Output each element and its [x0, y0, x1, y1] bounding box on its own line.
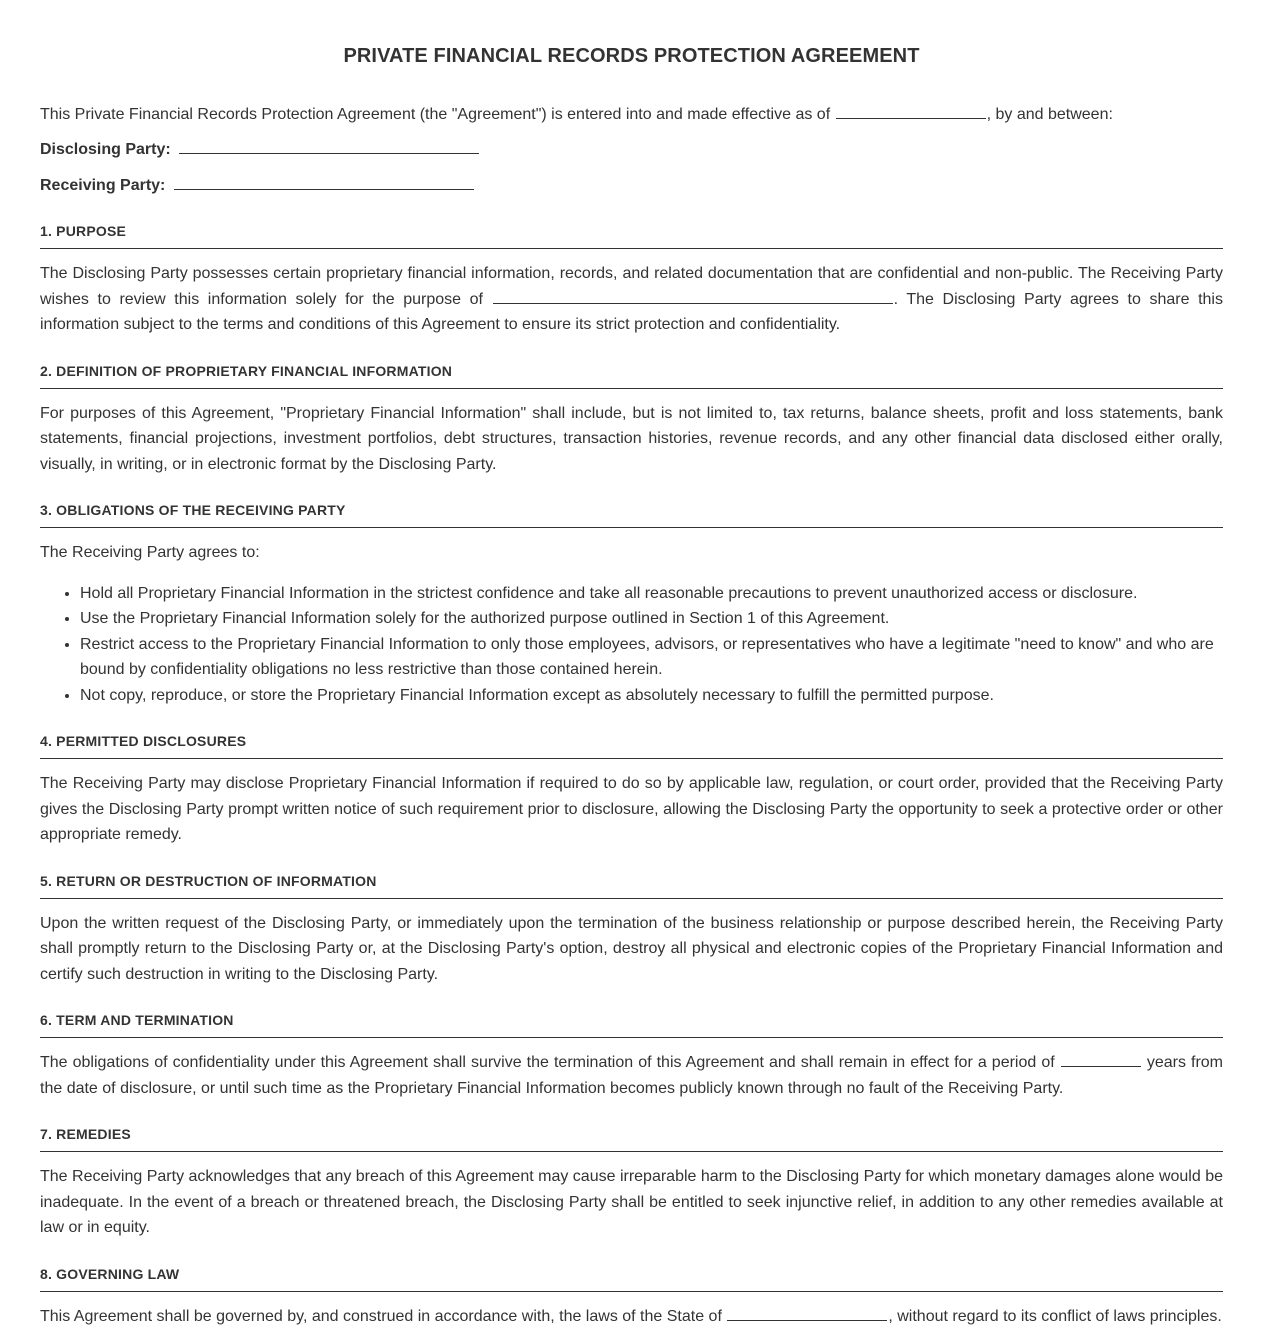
list-item: • Restrict access to the Proprietary Financial Information to only those employees, advisors, or representatives who have a legitimate "need to know" and who are bound by confidentiality obligations no less restrictive than those contained herein. [80, 632, 1223, 683]
governing-text-end: , without regard to its conflict of laws principles. [888, 1308, 1221, 1325]
obligations-list [40, 581, 1223, 709]
intro-paragraph [40, 102, 1223, 127]
section-heading-purpose: 1. PURPOSE [40, 221, 1223, 249]
purpose-blank[interactable] [493, 287, 893, 304]
intro-text: This Private Financial Records Protection Agreement (the "Agreement") is entered into and made effective as of [40, 106, 830, 123]
section-obligations-lead: The Receiving Party agrees to: [40, 540, 1223, 566]
intro-text-end: , by and between: [987, 106, 1113, 123]
term-text: The obligations of confidentiality under this Agreement shall survive the termination of this Agreement and shall remain in effect for a period of [40, 1054, 1055, 1071]
receiving-party-label: Receiving Party: [40, 177, 165, 194]
receiving-party-line [40, 173, 1223, 198]
document-title: PRIVATE FINANCIAL RECORDS PROTECTION AGREEMENT [40, 0, 1223, 68]
section-heading-permitted: 4. PERMITTED DISCLOSURES [40, 731, 1223, 759]
section-remedies-text: The Receiving Party acknowledges that any breach of this Agreement may cause irreparable harm to the Disclosing Party for which monetary damages alone would be inadequate. In the event of a breach or threatened breach, the Disclosing Party shall be entitled to seek injunctive relief, in addition to any other remedies available at law or in equity. [40, 1164, 1223, 1241]
governing-text: This Agreement shall be governed by, and construed in accordance with, the laws of the State of [40, 1308, 722, 1325]
receiving-party-blank[interactable] [174, 173, 474, 190]
disclosing-party-label: Disclosing Party: [40, 141, 171, 158]
section-governing-text [40, 1304, 1223, 1329]
section-heading-obligations: 3. OBLIGATIONS OF THE RECEIVING PARTY [40, 500, 1223, 528]
section-heading-definition: 2. DEFINITION OF PROPRIETARY FINANCIAL INFORMATION [40, 361, 1223, 389]
term-years-blank[interactable] [1061, 1050, 1141, 1067]
list-item: • Not copy, reproduce, or store the Proprietary Financial Information except as absolutely necessary to fulfill the permitted purpose. [80, 683, 1223, 709]
section-heading-return: 5. RETURN OR DESTRUCTION OF INFORMATION [40, 871, 1223, 899]
section-purpose-text [40, 261, 1223, 338]
section-permitted-text: The Receiving Party may disclose Proprietary Financial Information if required to do so by applicable law, regulation, or court order, provided that the Receiving Party gives the Disclosing Party prompt written notice of such requirement prior to disclosure, allowing the Disclosing Party the opportunity to seek a protective order or other appropriate remedy. [40, 771, 1223, 848]
disclosing-party-line [40, 137, 1223, 162]
list-item: • Use the Proprietary Financial Information solely for the authorized purpose outlined in Section 1 of this Agreement. [80, 606, 1223, 632]
section-heading-term: 6. TERM AND TERMINATION [40, 1010, 1223, 1038]
purpose-text-end: . The Disclosing Party agrees to share this information subject to the terms and conditions of this Agreement to ensure its strict protection and confidentiality. [40, 291, 1223, 334]
disclosing-party-blank[interactable] [179, 137, 479, 154]
governing-state-blank[interactable] [727, 1304, 887, 1321]
purpose-text: The Disclosing Party possesses certain proprietary financial information, records, and related documentation that are confidential and non-public. The Receiving Party wishes to review this information solely for the purpose of [40, 265, 1223, 308]
section-heading-governing-law: 8. GOVERNING LAW [40, 1264, 1223, 1292]
section-definition-text: For purposes of this Agreement, "Proprietary Financial Information" shall include, but is not limited to, tax returns, balance sheets, profit and loss statements, bank statements, financial projections, investment portfolios, debt structures, transaction histories, revenue records, and any other financial data disclosed either orally, visually, in writing, or in electronic format by the Disclosing Party. [40, 401, 1223, 478]
term-text-end: years from the date of disclosure, or until such time as the Proprietary Financial Information becomes publicly known through no fault of the Receiving Party. [40, 1054, 1223, 1097]
list-item: • Hold all Proprietary Financial Information in the strictest confidence and take all reasonable precautions to prevent unauthorized access or disclosure. [80, 581, 1223, 607]
effective-date-blank[interactable] [836, 102, 986, 119]
section-heading-remedies: 7. REMEDIES [40, 1124, 1223, 1152]
section-term-text [40, 1050, 1223, 1101]
section-return-text: Upon the written request of the Disclosing Party, or immediately upon the termination of the business relationship or purpose described herein, the Receiving Party shall promptly return to the Disclosing Party or, at the Disclosing Party's option, destroy all physical and electronic copies of the Proprietary Financial Information and certify such destruction in writing to the Disclosing Party. [40, 911, 1223, 988]
